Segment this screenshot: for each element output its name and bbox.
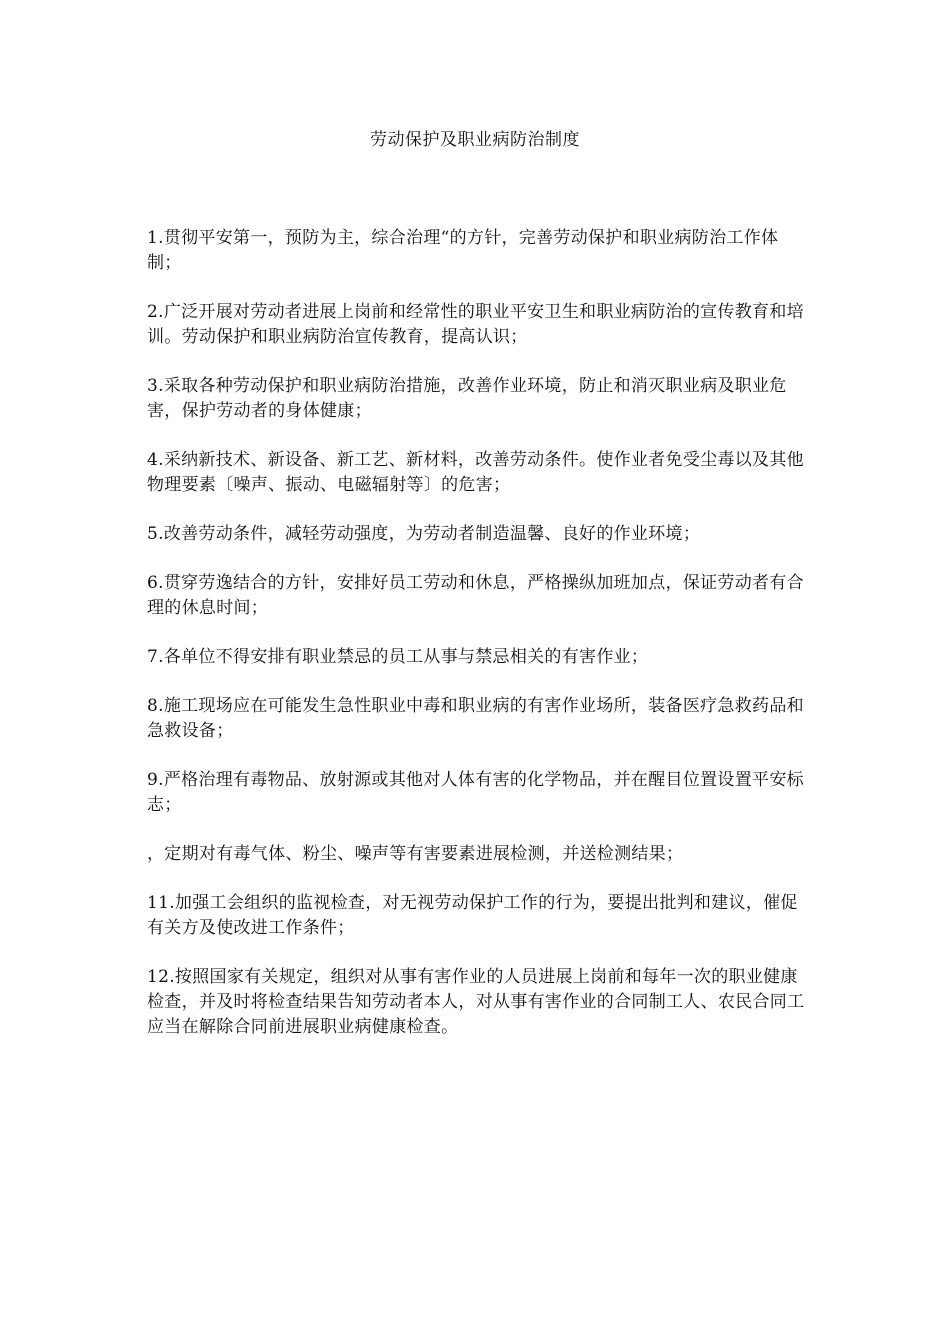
paragraph-4: 4.采纳新技术、新设备、新工艺、新材料，改善劳动条件。使作业者免受尘毒以及其他物理要素〔噪声、振动、电磁辐射等〕的危害； — [147, 450, 804, 495]
paragraph-7: 7.各单位不得安排有职业禁忌的员工从事与禁忌相关的有害作业； — [147, 647, 649, 667]
paragraph-5: 5.改善劳动条件，减轻劳动强度，为劳动者制造温馨、良好的作业环境； — [147, 524, 701, 544]
paragraph-3: 3.采取各种劳动保护和职业病防治措施，改善作业环境，防止和消灭职业病及职业危害，保护劳动者的身体健康； — [147, 376, 787, 421]
paragraph-9: 9.严格治理有毒物品、放射源或其他对人体有害的化学物品，并在醒目位置设置平安标志； — [147, 770, 804, 815]
paragraph-11: 11.加强工会组织的监视检查，对无视劳动保护工作的行为，要提出批判和建议，催促有关方及使改进工作条件； — [147, 893, 798, 938]
paragraph-1: 1.贯彻平安第一，预防为主，综合治理“的方针，完善劳动保护和职业病防治工作体制； — [147, 228, 779, 273]
paragraph-6: 6.贯穿劳逸结合的方针，安排好员工劳动和休息，严格操纵加班加点，保证劳动者有合理的休息时间； — [147, 573, 804, 618]
paragraph-12: 12.按照国家有关规定，组织对从事有害作业的人员进展上岗前和每年一次的职业健康检查，并及时将检查结果告知劳动者本人，对从事有害作业的合同制工人、农民合同工应当在解除合同前进展职业病健康检查。 — [147, 967, 805, 1037]
paragraph-2: 2.广泛开展对劳动者进展上岗前和经常性的职业平安卫生和职业病防治的宣传教育和培训。劳动保护和职业病防治宣传教育，提高认识； — [147, 302, 804, 347]
paragraph-10: ，定期对有毒气体、粉尘、噪声等有害要素进展检测，并送检测结果； — [147, 844, 684, 864]
paragraph-8: 8.施工现场应在可能发生急性职业中毒和职业病的有害作业场所，装备医疗急救药品和急救设备； — [147, 696, 804, 741]
document-body — [147, 226, 807, 1064]
document-title: 劳动保护及职业病防治制度 — [370, 130, 580, 150]
